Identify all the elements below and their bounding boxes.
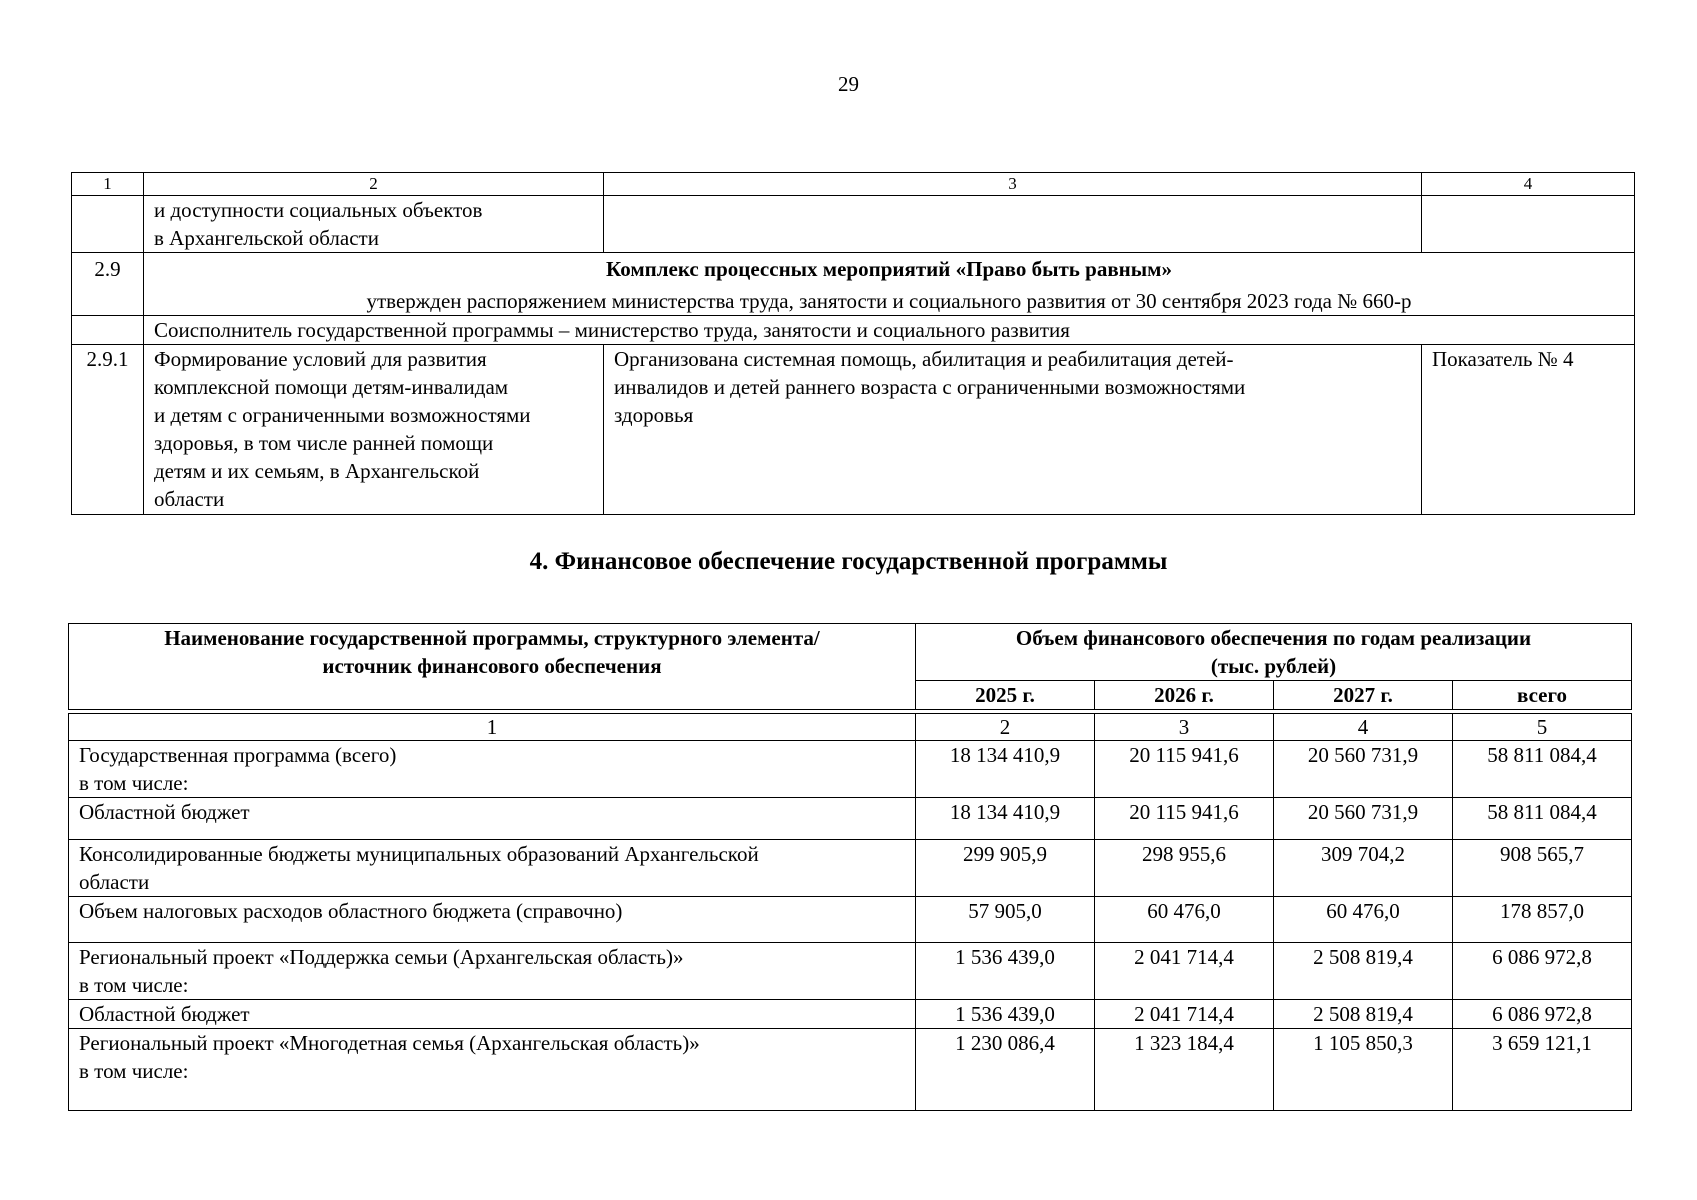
value-cell: 58 811 084,4 [1453, 798, 1632, 840]
row-name-sub: в том числе: [79, 1059, 189, 1083]
value-cell: 1 105 850,3 [1274, 1029, 1453, 1111]
year-header: 2027 г. [1274, 681, 1453, 710]
value-cell: 6 086 972,8 [1453, 1000, 1632, 1029]
value-cell: 58 811 084,4 [1453, 741, 1632, 798]
value-cell: 298 955,6 [1095, 840, 1274, 897]
value-cell: 2 041 714,4 [1095, 1000, 1274, 1029]
row-name-text: Региональный проект «Многодетная семья (Архангельская область)» [79, 1031, 700, 1055]
row-name-text: Консолидированные бюджеты муниципальных образований Архангельской [79, 842, 759, 866]
year-header: 2026 г. [1095, 681, 1274, 710]
row-name-text: Объем налоговых расходов областного бюджета (справочно) [79, 899, 623, 923]
finance-row [69, 943, 1632, 1000]
header-volume [916, 624, 1632, 681]
measures-table [71, 172, 1635, 515]
column-number: 2 [144, 173, 604, 196]
column-numbers-row [69, 714, 1632, 741]
column-number: 1 [69, 714, 916, 741]
finance-row [69, 798, 1632, 840]
text-line: здоровья, в том числе ранней помощи [154, 431, 494, 455]
finance-row [69, 1029, 1632, 1111]
text-line: инвалидов и детей раннего возраста с ограниченными возможностями [614, 375, 1246, 399]
row-name-text: Областной бюджет [79, 800, 250, 824]
column-number: 1 [72, 173, 144, 196]
row-name [69, 798, 916, 840]
header-name [69, 624, 916, 710]
value-cell: 299 905,9 [916, 840, 1095, 897]
finance-row [69, 741, 1632, 798]
empty-cell [604, 196, 1422, 253]
row-name-sub: в том числе: [79, 973, 189, 997]
row-name [69, 840, 916, 897]
value-cell: 908 565,7 [1453, 840, 1632, 897]
text-line: и доступности социальных объектов [154, 198, 483, 222]
text-line: области [154, 487, 225, 511]
row-name [69, 897, 916, 943]
finance-row [69, 1000, 1632, 1029]
empty-cell [72, 196, 144, 253]
finance-header-row [69, 624, 1632, 681]
empty-cell [72, 316, 144, 345]
complex-cell [144, 253, 1635, 316]
text-line: комплексной помощи детям-инвалидам [154, 375, 509, 399]
column-numbers-row [72, 173, 1635, 196]
value-cell: 60 476,0 [1095, 897, 1274, 943]
value-cell: 2 041 714,4 [1095, 943, 1274, 1000]
measure-row [72, 345, 1635, 515]
value-cell: 57 905,0 [916, 897, 1095, 943]
header-volume-line: (тыс. рублей) [1210, 654, 1337, 678]
page-number: 29 [838, 72, 859, 96]
column-number: 3 [604, 173, 1422, 196]
value-cell: 20 560 731,9 [1274, 798, 1453, 840]
continuation-text [144, 196, 604, 253]
row-name-sub: области [79, 870, 150, 894]
measure-result [604, 345, 1422, 515]
column-number: 5 [1453, 714, 1632, 741]
finance-row [69, 840, 1632, 897]
measure-name [144, 345, 604, 515]
empty-cell [1422, 196, 1635, 253]
value-cell: 1 323 184,4 [1095, 1029, 1274, 1111]
value-cell: 20 115 941,6 [1095, 741, 1274, 798]
text-line: Организована системная помощь, абилитация и реабилитация детей- [614, 347, 1234, 371]
column-number: 4 [1274, 714, 1453, 741]
value-cell: 20 560 731,9 [1274, 741, 1453, 798]
complex-row [72, 253, 1635, 316]
measure-number: 2.9.1 [72, 345, 144, 515]
row-name-text: Государственная программа (всего) [79, 743, 397, 767]
column-number: 3 [1095, 714, 1274, 741]
value-cell: 60 476,0 [1274, 897, 1453, 943]
row-name-text: Областной бюджет [79, 1002, 250, 1026]
row-name-sub: в том числе: [79, 771, 189, 795]
measure-indicator: Показатель № 4 [1422, 345, 1635, 515]
value-cell: 309 704,2 [1274, 840, 1453, 897]
finance-row [69, 897, 1632, 943]
row-name [69, 741, 916, 798]
co-executor-row [72, 316, 1635, 345]
value-cell: 3 659 121,1 [1453, 1029, 1632, 1111]
value-cell: 1 230 086,4 [916, 1029, 1095, 1111]
header-name-line: Наименование государственной программы, структурного элемента/ [164, 626, 820, 650]
value-cell: 18 134 410,9 [916, 798, 1095, 840]
value-cell: 1 536 439,0 [916, 943, 1095, 1000]
continuation-row [72, 196, 1635, 253]
column-number: 4 [1422, 173, 1635, 196]
value-cell: 2 508 819,4 [1274, 943, 1453, 1000]
value-cell: 20 115 941,6 [1095, 798, 1274, 840]
value-cell: 18 134 410,9 [916, 741, 1095, 798]
header-name-line: источник финансового обеспечения [322, 654, 662, 678]
complex-approval: утвержден распоряжением министерства труда, занятости и социального развития от 30 сентября 2023 года № 660-р [366, 289, 1412, 313]
text-line: детям и их семьям, в Архангельской [154, 459, 480, 483]
complex-number: 2.9 [72, 253, 144, 316]
text-line: Формирование условий для развития [154, 347, 487, 371]
value-cell: 2 508 819,4 [1274, 1000, 1453, 1029]
header-volume-line: Объем финансового обеспечения по годам реализации [1015, 626, 1532, 650]
column-number: 2 [916, 714, 1095, 741]
row-name [69, 943, 916, 1000]
text-line: здоровья [614, 403, 694, 427]
value-cell: 1 536 439,0 [916, 1000, 1095, 1029]
section-title: 4. Финансовое обеспечение государственной программы [529, 548, 1168, 575]
value-cell: 6 086 972,8 [1453, 943, 1632, 1000]
co-executor-text: Соисполнитель государственной программы – министерство труда, занятости и социального развития [144, 316, 1635, 345]
year-header: всего [1453, 681, 1632, 710]
row-name-text: Региональный проект «Поддержка семьи (Архангельская область)» [79, 945, 684, 969]
row-name [69, 1029, 916, 1111]
complex-title: Комплекс процессных мероприятий «Право быть равным» [606, 257, 1172, 281]
year-header: 2025 г. [916, 681, 1095, 710]
text-line: в Архангельской области [154, 226, 379, 250]
value-cell: 178 857,0 [1453, 897, 1632, 943]
finance-table [68, 623, 1632, 1111]
text-line: и детям с ограниченными возможностями [154, 403, 531, 427]
row-name [69, 1000, 916, 1029]
